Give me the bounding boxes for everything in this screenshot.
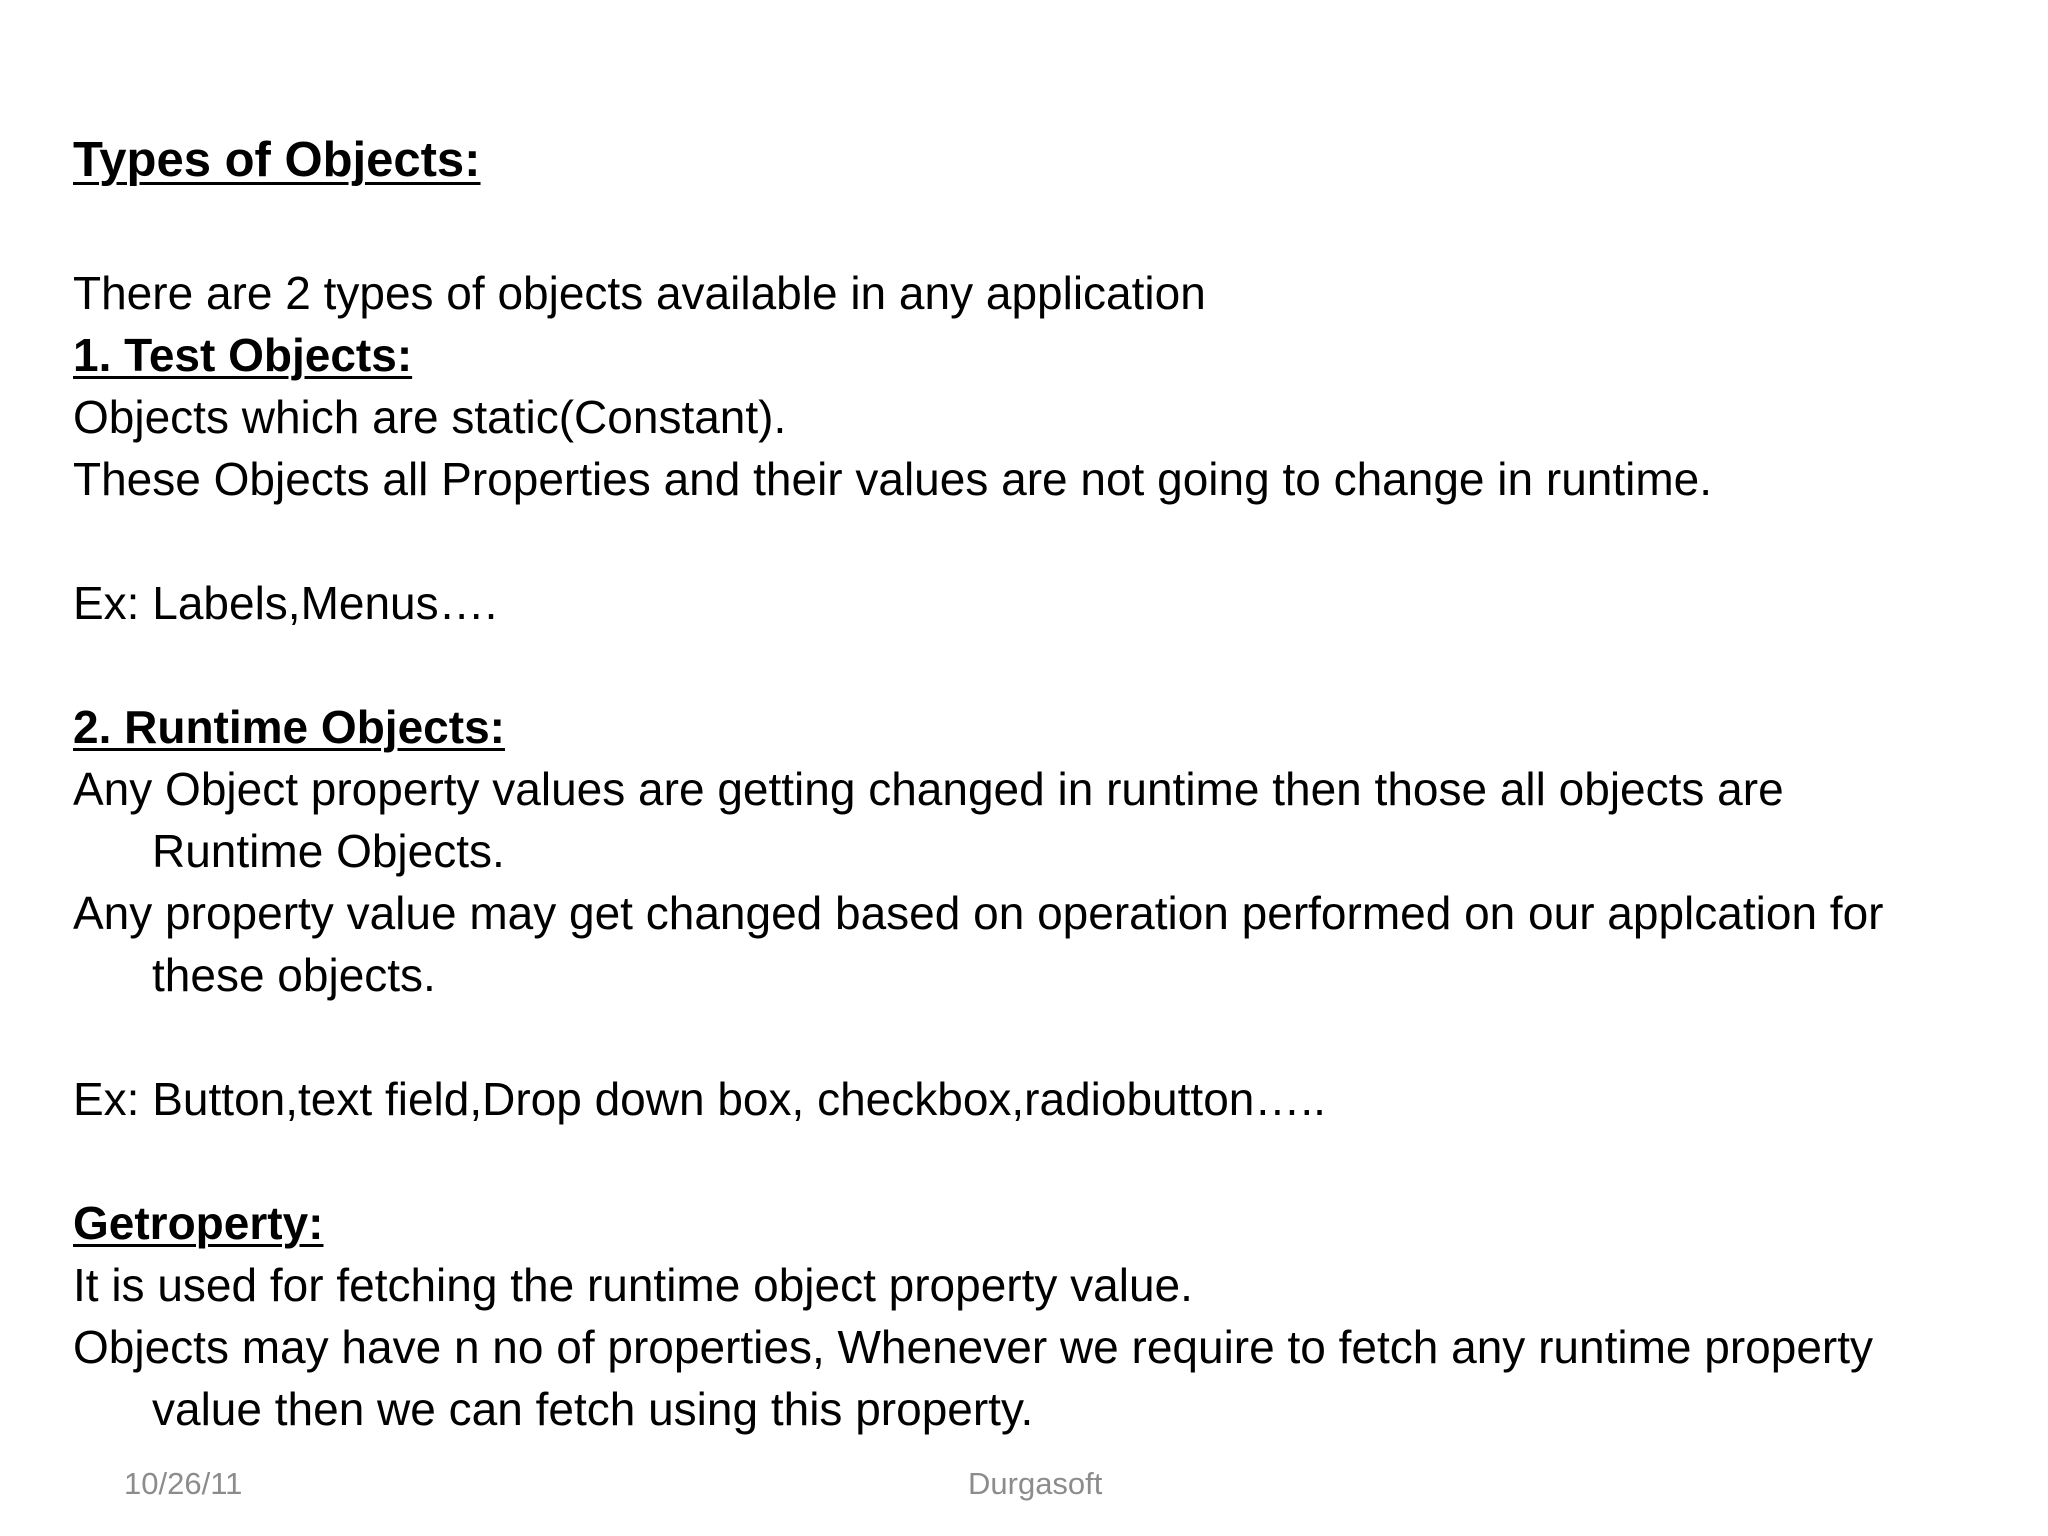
section-heading-test-objects: 1. Test Objects:: [73, 329, 413, 381]
test-objects-definition: Objects which are static(Constant).: [73, 391, 787, 443]
getroperty-description-continued: value then we can fetch using this property.: [152, 1383, 1034, 1435]
spacer: [73, 510, 2013, 572]
slide-body: [73, 262, 2013, 1440]
spacer: [73, 1130, 2013, 1192]
runtime-objects-description-continued: these objects.: [152, 949, 436, 1001]
getroperty-definition: It is used for fetching the runtime object property value.: [73, 1259, 1193, 1311]
getroperty-description: Objects may have n no of properties, Whenever we require to fetch any runtime property: [73, 1321, 1873, 1373]
runtime-objects-definition: Any Object property values are getting changed in runtime then those all objects are: [73, 763, 1784, 815]
runtime-objects-description: Any property value may get changed based on operation performed on our applcation for: [73, 887, 1884, 939]
spacer: [73, 1006, 2013, 1068]
runtime-objects-definition-continued: Runtime Objects.: [152, 825, 505, 877]
slide-title: Types of Objects:: [73, 133, 481, 187]
section-heading-getroperty: Getroperty:: [73, 1197, 324, 1249]
footer-date: 10/26/11: [124, 1466, 243, 1501]
runtime-objects-example: Ex: Button,text field,Drop down box, checkbox,radiobutton…..: [73, 1073, 1326, 1125]
test-objects-example: Ex: Labels,Menus….: [73, 577, 498, 629]
section-heading-runtime-objects: 2. Runtime Objects:: [73, 701, 505, 753]
footer-organization: Durgasoft: [968, 1466, 1103, 1501]
test-objects-description: These Objects all Properties and their values are not going to change in runtime.: [73, 453, 1713, 505]
intro-text: There are 2 types of objects available in any application: [73, 267, 1206, 319]
spacer: [73, 634, 2013, 696]
